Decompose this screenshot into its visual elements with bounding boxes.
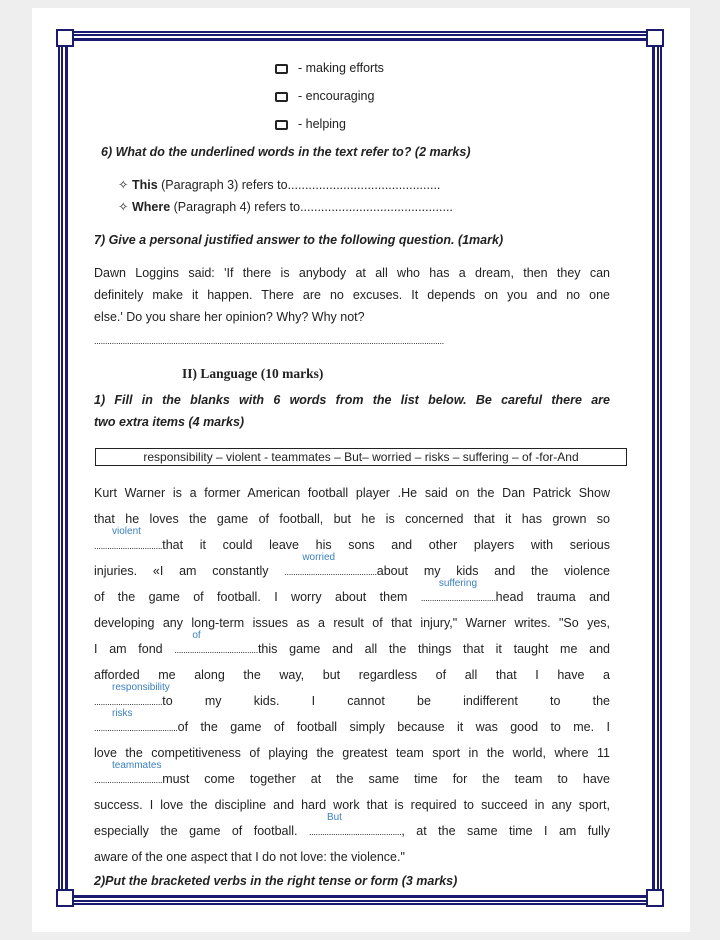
passage-line <box>94 668 610 682</box>
handwritten-answer: suffering <box>438 578 478 589</box>
q7-text-line: Dawn Loggins said: 'If there is anybody at all who has a dream, then they can <box>94 266 610 280</box>
passage-line <box>94 746 610 760</box>
blank-dots: ............................... <box>94 697 163 707</box>
diamond-bullet-icon: ✧ <box>118 178 132 192</box>
handwritten-answer: teammates <box>112 760 162 771</box>
checkbox-icon[interactable] <box>275 92 288 102</box>
blank-dots: ...................................... <box>94 723 178 733</box>
fill-blank[interactable] <box>94 682 170 709</box>
passage-text: that he loves the game of football, but he is concerned that it has grown so <box>94 512 610 526</box>
handwritten-answer: But <box>326 812 342 823</box>
q6-item-text: (Paragraph 4) refers to............................................ <box>170 200 453 214</box>
passage-text: that it could leave his sons and other players with serious <box>162 538 610 552</box>
handwritten-answer: of <box>192 630 201 641</box>
passage-line <box>94 616 610 630</box>
border-corner <box>646 29 664 47</box>
passage-line <box>94 850 610 864</box>
fill-blank[interactable] <box>94 760 163 787</box>
checkbox-icon[interactable] <box>275 64 288 74</box>
fill-blank[interactable] <box>94 708 178 735</box>
border-corner <box>56 29 74 47</box>
handwritten-answer: worried <box>302 552 336 563</box>
option-helping[interactable] <box>275 117 346 132</box>
option-label: - making efforts <box>298 61 384 75</box>
passage-text: head trauma and <box>495 590 610 604</box>
passage-line <box>94 798 610 812</box>
q6-item-keyword: Where <box>131 200 171 214</box>
blank-dots: .................................. <box>420 593 496 603</box>
fill-blank[interactable] <box>284 552 377 579</box>
passage-line <box>94 526 610 552</box>
handwritten-answer: violent <box>112 526 141 537</box>
passage-line <box>94 812 610 838</box>
passage-text: must come together at the same time for the team to have <box>162 772 610 786</box>
passage-text: success. I love the discipline and hard work that is required to succeed in any sport, <box>94 798 610 812</box>
blank-dots: ............................... <box>94 541 163 551</box>
lang-q2-title: 2)Put the bracketed verbs in the right tense or form (3 marks) <box>94 874 458 888</box>
handwritten-answer: responsibility <box>112 682 170 693</box>
diamond-bullet-icon: ✧ <box>118 200 132 214</box>
fill-blank[interactable] <box>174 630 258 657</box>
passage-text: I am fond <box>94 642 175 656</box>
fill-blank[interactable] <box>308 812 402 839</box>
checkbox-icon[interactable] <box>275 120 288 130</box>
passage-text: about my kids and the violence <box>376 564 610 578</box>
passage-line <box>94 682 610 708</box>
passage-line <box>94 708 610 734</box>
passage-text: to my kids. I cannot be indifferent to the <box>162 694 610 708</box>
option-label: - helping <box>298 117 346 131</box>
passage-text: developing any long-term issues as a result of that injury," Warner writes. "So yes, <box>94 616 610 630</box>
question-6-title: 6) What do the underlined words in the text refer to? (2 marks) <box>101 145 471 159</box>
passage-line <box>94 630 610 656</box>
handwritten-answer: risks <box>112 708 133 719</box>
blank-dots: ...................................... <box>174 645 258 655</box>
option-making-efforts[interactable] <box>275 61 384 76</box>
q6-item-keyword: This <box>131 178 158 192</box>
passage-text: of the game of football simply because it was good to me. I <box>177 720 610 734</box>
passage-text: , at the same time I am fully <box>401 824 610 838</box>
option-label: - encouraging <box>298 89 375 103</box>
passage-text: this game and all the things that it taught me and <box>257 642 610 656</box>
q6-item-where <box>118 200 453 215</box>
passage-line <box>94 578 610 604</box>
border-corner <box>646 889 664 907</box>
section-2-title: II) Language (10 marks) <box>182 366 324 381</box>
passage-line <box>94 486 610 500</box>
blank-dots: .......................................... <box>308 827 402 837</box>
passage-line <box>94 760 610 786</box>
lang-q1-title: 1) Fill in the blanks with 6 words from the list below. Be careful there are <box>94 393 610 407</box>
q6-item-this <box>118 178 440 193</box>
passage-text: love the competitiveness of playing the greatest team sport in the world, where 11 <box>94 746 610 760</box>
word-list-box: responsibility – violent - teammates – But– worried – risks – suffering – of -for-And <box>95 448 627 466</box>
passage-text: injuries. «I am constantly <box>94 564 285 578</box>
passage-text: especially the game of football. <box>94 824 309 838</box>
q7-text-line: else.' Do you share her opinion? Why? Why not? <box>94 310 365 324</box>
question-7-title: 7) Give a personal justified answer to the following question. (1mark) <box>94 233 504 247</box>
lang-q1-title-cont: two extra items (4 marks) <box>94 415 245 429</box>
fill-blank[interactable] <box>420 578 496 605</box>
passage-text: Kurt Warner is a former American football player .He said on the Dan Patrick Show <box>94 486 610 500</box>
blank-dots: ............................... <box>94 775 163 785</box>
q6-item-text: (Paragraph 3) refers to............................................ <box>157 178 441 192</box>
border-corner <box>56 889 74 907</box>
fill-blank[interactable] <box>94 526 163 553</box>
passage-line <box>94 552 610 578</box>
passage-line <box>94 512 610 526</box>
q7-text-line: definitely make it happen. There are no excuses. It depends on you and no one <box>94 288 610 302</box>
option-encouraging[interactable] <box>275 89 374 104</box>
q7-answer-line[interactable]: ............................................................................................................................................................... <box>94 336 444 346</box>
blank-dots: .......................................... <box>284 567 377 577</box>
passage-text: afforded me along the way, but regardless of all that I have a <box>94 668 610 682</box>
passage-text: of the game of football. I worry about them <box>94 590 421 604</box>
passage-text: aware of the one aspect that I do not love: the violence." <box>94 850 405 864</box>
